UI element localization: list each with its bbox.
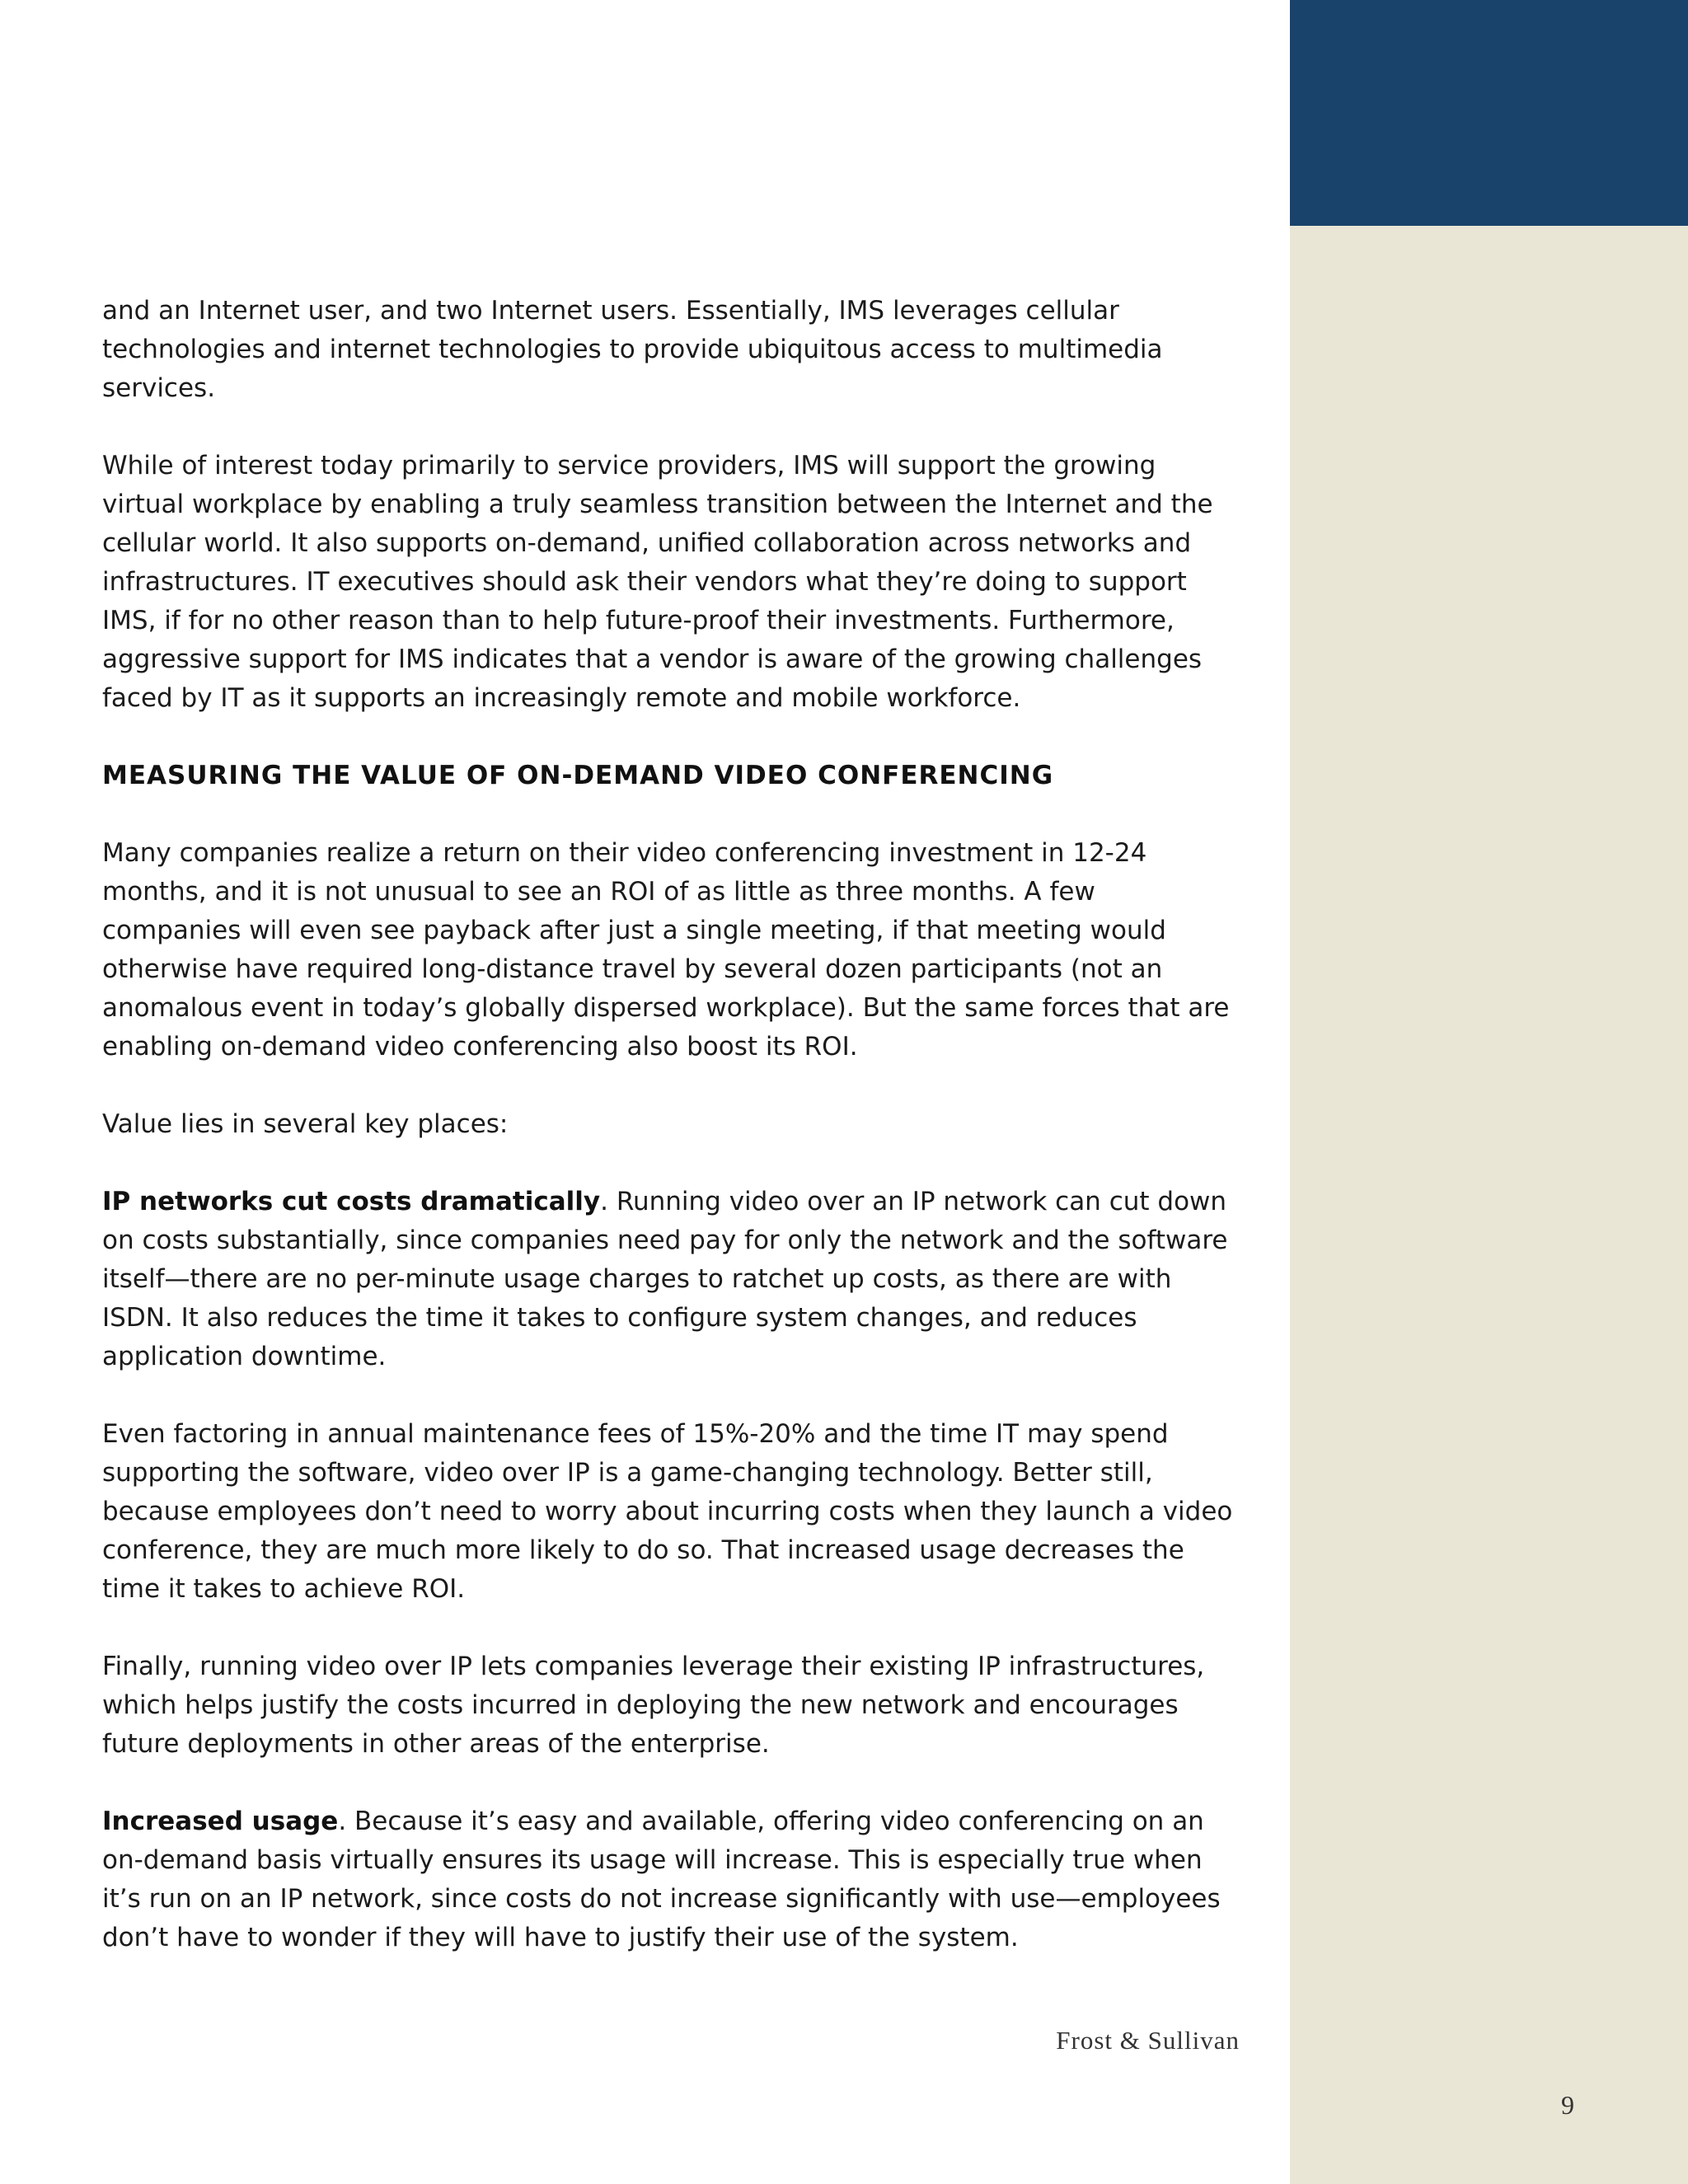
paragraph-ip-networks [102,1183,1241,1376]
paragraph-ip-networks-text: . Running video over an IP network can cut down on costs substantially, since companies need pay for only the network and the software itself—there are no per-minute usage charges to ratchet up costs, as there are with ISDN. It also reduces the time it takes to configure system changes, and reduces application downtime. [102,1187,1228,1371]
paragraph-maintenance-fees: Even factoring in annual maintenance fees of 15%-20% and the time IT may spend supporting the software, video over IP is a game-changing technology. Better still, because employees don’t need to worry about incurring costs when they launch a video conference, they are much more likely to do so. That increased usage decreases the time it takes to achieve ROI. [102,1419,1233,1604]
main-content [102,292,1241,1996]
paragraph-ims-support: While of interest today primarily to service providers, IMS will support the growing virtual workplace by enabling a truly seamless transition between the Internet and the cellular world. It also supports on-demand, unified collaboration across networks and infrastructures. IT executives should ask their vendors what they’re doing to support IMS, if for no other reason than to help future-proof their investments. Furthermore, aggressive support for IMS indicates that a vendor is aware of the growing challenges faced by IT as it supports an increasingly remote and mobile workforce. [102,451,1213,713]
paragraph-leverage-infrastructure: Finally, running video over IP lets companies leverage their existing IP infrastructures, which helps justify the costs incurred in deploying the new network and encourages future deployments in other areas of the enterprise. [102,1652,1205,1759]
paragraph-increased-usage [102,1802,1241,1957]
lead-in-increased-usage: Increased usage [102,1807,339,1836]
sidebar-header-band [1290,0,1688,226]
paragraph-intro: and an Internet user, and two Internet users. Essentially, IMS leverages cellular technologies and internet technologies to provide ubiquitous access to multimedia services. [102,296,1163,403]
paragraph-roi: Many companies realize a return on their video conferencing investment in 12-24 months, and it is not unusual to see an ROI of as little as three months. A few companies will even see payback after just a single meeting, if that meeting would otherwise have required long-distance travel by several dozen participants (not an anomalous event in today’s globally dispersed workplace). But the same forces that are enabling on-demand video conferencing also boost its ROI. [102,838,1230,1062]
footer-brand: Frost & Sullivan [1056,2026,1240,2055]
paragraph-increased-usage-text: . Because it’s easy and available, offering video conferencing on an on-demand basis virtually ensures its usage will increase. This is especially true when it’s run on an IP network, since costs do not increase significantly with use—employees don’t have to wonder if they will have to justify their use of the system. [102,1807,1221,1952]
lead-in-ip-networks: IP networks cut costs dramatically [102,1187,601,1216]
sidebar-panel [1290,0,1688,2184]
paragraph-value-intro: Value lies in several key places: [102,1109,509,1139]
section-heading: MEASURING THE VALUE OF ON-DEMAND VIDEO CONFERENCING [102,761,1054,790]
page-number: 9 [1561,2090,1574,2120]
